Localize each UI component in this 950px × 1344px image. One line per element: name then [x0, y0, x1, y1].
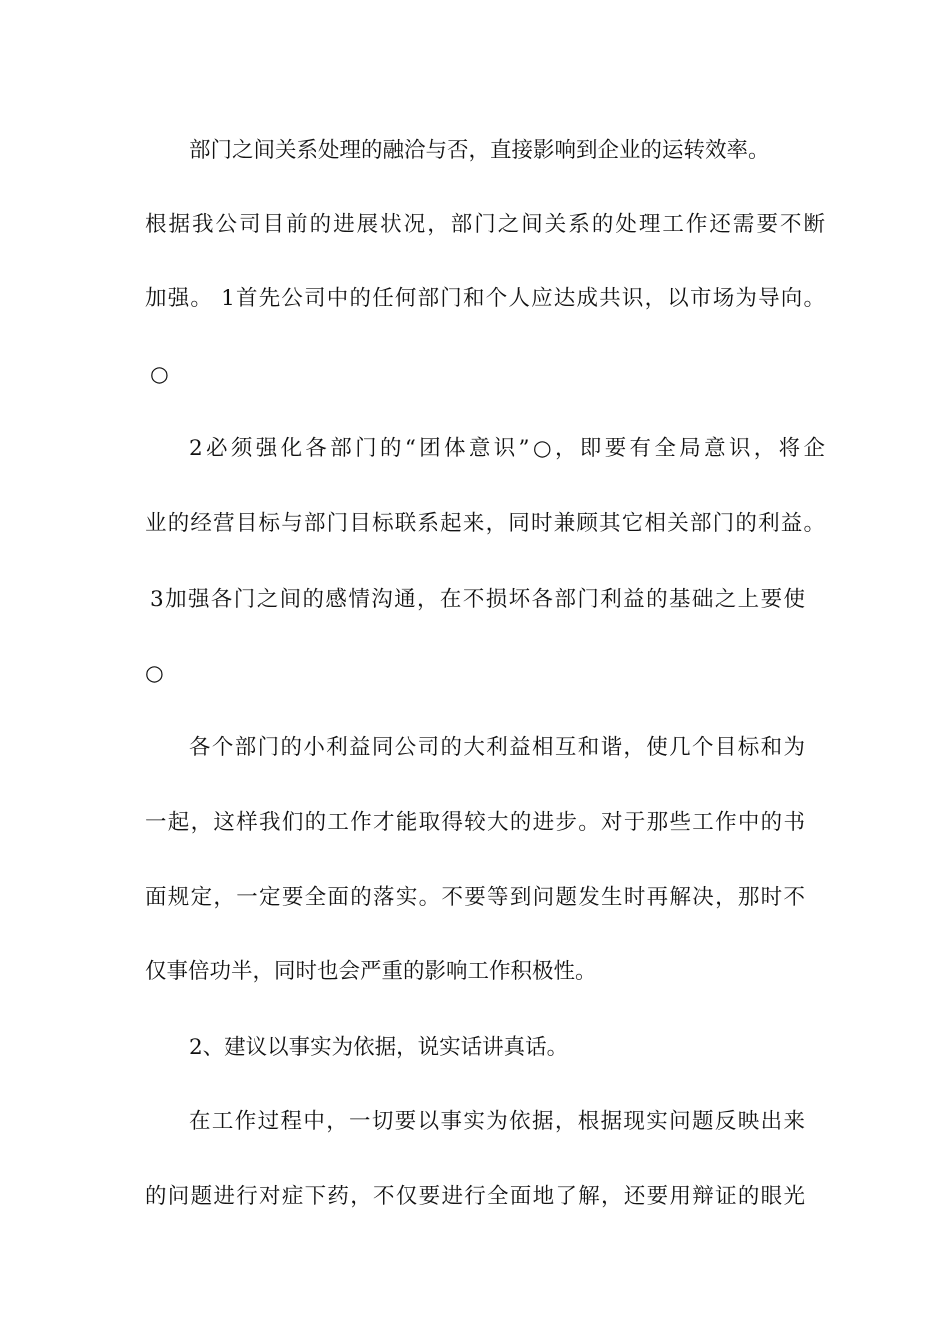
text-line: 加强。 1首先公司中的任何部门和个人应达成共识，以市场为导向。	[145, 286, 825, 311]
text-line: 面规定，一定要全面的落实。不要等到问题发生时再解决，那时不	[145, 885, 805, 910]
text-line: 根据我公司目前的进展状况，部门之间关系的处理工作还需要不断	[145, 212, 825, 237]
text-line: 各个部门的小利益同公司的大利益相互和谐，使几个目标和为	[189, 735, 805, 760]
text-line: 仅事倍功半，同时也会严重的影响工作积极性。	[145, 959, 597, 984]
text-line: ○	[145, 661, 164, 686]
text-line: 的问题进行对症下药，不仅要进行全面地了解，还要用辩证的眼光	[145, 1184, 805, 1209]
text-line: 在工作过程中，一切要以事实为依据，根据现实问题反映出来	[189, 1109, 805, 1134]
text-line: 部门之间关系处理的融洽与否，直接影响到企业的运转效率。	[189, 138, 770, 163]
text-line: 2必须强化各部门的“团体意识”○，即要有全局意识，将企	[189, 436, 825, 461]
text-line: ○	[150, 362, 169, 387]
text-line: 一起，这样我们的工作才能取得较大的进步。对于那些工作中的书	[145, 810, 805, 835]
text-line: 2、建议以事实为依据，说实话讲真话。	[189, 1035, 569, 1060]
text-line: 业的经营目标与部门目标联系起来，同时兼顾其它相关部门的利益。	[145, 511, 825, 536]
text-line: 3加强各门之间的感情沟通，在不损坏各部门利益的基础之上要使	[150, 587, 805, 612]
